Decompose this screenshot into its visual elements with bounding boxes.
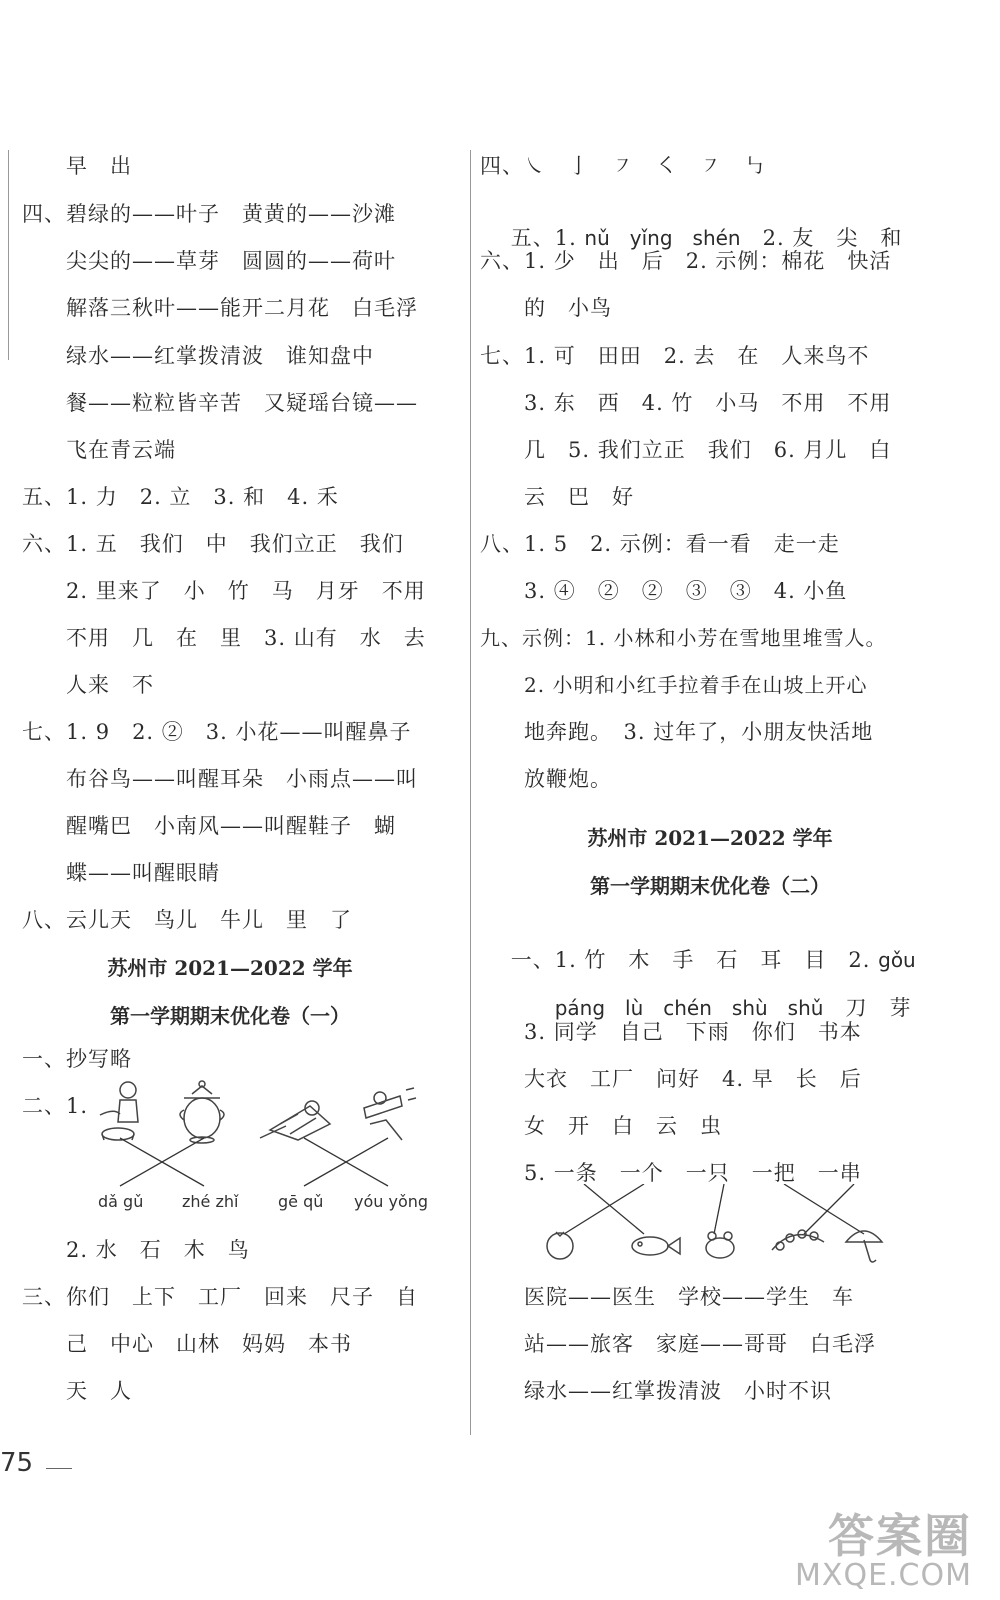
answer-line: 六、1. 少 出 后 2. 示例：棉花 快活: [480, 249, 892, 273]
answer-line: 3. 同学 自己 下雨 你们 书本: [524, 1020, 862, 1044]
answer-line: 飞在青云端: [66, 438, 176, 462]
answer-line: 四、㇏ 亅 ㇇ ㇛ ㇇ ㇉: [480, 154, 766, 178]
answer-line: 一、抄写略: [22, 1047, 132, 1071]
folding-paper-icon: [260, 1101, 330, 1140]
answer-line: 尖尖的——草芽 圆圆的——荷叶: [66, 249, 396, 273]
answer-line: 解落三秋叶——能开二月花 白毛浮: [66, 296, 418, 320]
answer-line: 放鞭炮。: [524, 767, 612, 791]
drum-kid-icon: [100, 1082, 138, 1140]
page-number: 75: [0, 1448, 34, 1478]
pinyin-label: yóu yǒng: [354, 1192, 429, 1211]
answer-line: 云 巴 好: [524, 485, 634, 509]
answer-line: 站——旅客 家庭——哥哥 白毛浮: [524, 1332, 876, 1356]
section-heading: 第一学期期末优化卷（一）: [110, 1004, 350, 1028]
answer-line: 几 5. 我们立正 我们 6. 月儿 白: [524, 438, 892, 462]
pinyin-label: zhé zhǐ: [182, 1192, 239, 1211]
section-heading: 苏州市 2021—2022 学年: [107, 956, 353, 980]
watermark-cn: 答案圈: [828, 1509, 972, 1563]
tomato-icon: [547, 1232, 573, 1259]
section-heading: 苏州市 2021—2022 学年: [587, 826, 833, 850]
answer-line: 早 出: [66, 154, 132, 178]
matching-illustration: [80, 1080, 440, 1200]
answer-line: 布谷鸟——叫醒耳朵 小雨点——叫: [66, 767, 418, 791]
answer-line-prefix: 五、1.: [510, 226, 585, 250]
answer-line: 2. 水 石 木 鸟: [66, 1238, 250, 1262]
matching-lines: [564, 1184, 864, 1234]
answer-line: 2. 里来了 小 竹 马 月牙 不用: [66, 579, 426, 603]
grapes-string-icon: [772, 1230, 824, 1250]
pinyin-text: nǔ yǐng shén: [584, 226, 741, 250]
section-heading: 第一学期期末优化卷（二）: [590, 874, 830, 898]
answer-line: 二、1.: [22, 1094, 89, 1118]
answer-line: 绿水——红掌拨清波 谁知盘中: [66, 344, 374, 368]
answer-line: 五、1. 力 2. 立 3. 和 4. 禾: [22, 485, 339, 509]
answer-line: 大衣 工厂 问好 4. 早 长 后: [524, 1067, 862, 1091]
answer-line: 醒嘴巴 小南风——叫醒鞋子 蝴: [66, 814, 396, 838]
answer-line: 地奔跑。 3. 过年了，小朋友快活地: [524, 720, 874, 744]
answer-line-text: 一、1. 竹 木 手 石 耳 目 2.: [510, 948, 879, 972]
answer-line-suffix: 2. 友 尖 和: [740, 226, 903, 250]
music-notes-icon: [364, 1088, 416, 1140]
answer-line: 医院——医生 学校——学生 车: [524, 1285, 854, 1309]
answer-line-suffix: 刀 芽: [823, 996, 912, 1020]
answer-line: 女 开 白 云 虫: [524, 1114, 722, 1138]
pinyin-label: gē qǔ: [278, 1192, 324, 1211]
pinyin-label: dǎ gǔ: [98, 1192, 144, 1211]
pinyin-text: gǒu: [878, 948, 916, 972]
watermark-en: MXQE.COM: [795, 1558, 972, 1593]
answer-line: 蝶——叫醒眼睛: [66, 861, 220, 885]
answer-line: 六、1. 五 我们 中 我们立正 我们: [22, 532, 404, 556]
answer-line: 不用 几 在 里 3. 山有 水 去: [66, 626, 426, 650]
pot-icon: [180, 1081, 224, 1143]
answer-line: 三、你们 上下 工厂 回来 尺子 自: [22, 1285, 418, 1309]
answer-line: 的 小鸟: [524, 296, 612, 320]
answer-line: 2. 小明和小红手拉着手在山坡上开心: [524, 673, 868, 697]
answer-line: 天 人: [66, 1379, 132, 1403]
answer-line: 3. 东 西 4. 竹 小马 不用 不用: [524, 391, 892, 415]
answer-line: 八、1. 5 2. 示例：看一看 走一走: [480, 532, 840, 556]
answer-line: 七、1. 9 2. ② 3. 小花——叫醒鼻子: [22, 720, 412, 744]
answer-line: 七、1. 可 田田 2. 去 在 人来鸟不: [480, 344, 870, 368]
answer-line: 3. ④ ② ② ③ ③ 4. 小鱼: [524, 579, 848, 603]
pinyin-text: páng lù chén shù shǔ: [554, 996, 824, 1020]
left-column-edge: [8, 150, 9, 360]
umbrella-icon: [846, 1231, 882, 1262]
frog-icon: [706, 1232, 734, 1258]
fish-icon: [632, 1237, 680, 1255]
answer-line: 人来 不: [66, 673, 154, 697]
page-number-rule: [46, 1468, 72, 1469]
answer-line: 餐——粒粒皆辛苦 又疑瑶台镜——: [66, 391, 418, 415]
watermark-logo: [795, 1509, 972, 1593]
answer-line: 八、云儿天 鸟儿 牛儿 里 了: [22, 908, 352, 932]
answer-line: 九、示例：1. 小林和小芳在雪地里堆雪人。: [480, 626, 887, 650]
answer-line: 绿水——红掌拨清波 小时不识: [524, 1379, 832, 1403]
answer-line: 四、碧绿的——叶子 黄黄的——沙滩: [22, 202, 396, 226]
answer-line: 己 中心 山林 妈妈 本书: [66, 1332, 352, 1356]
column-divider: [470, 150, 471, 1435]
answer-line: 5. 一条 一个 一只 一把 一串: [524, 1161, 862, 1185]
matching-lines: [120, 1138, 388, 1186]
measure-word-illustration: [524, 1184, 924, 1264]
